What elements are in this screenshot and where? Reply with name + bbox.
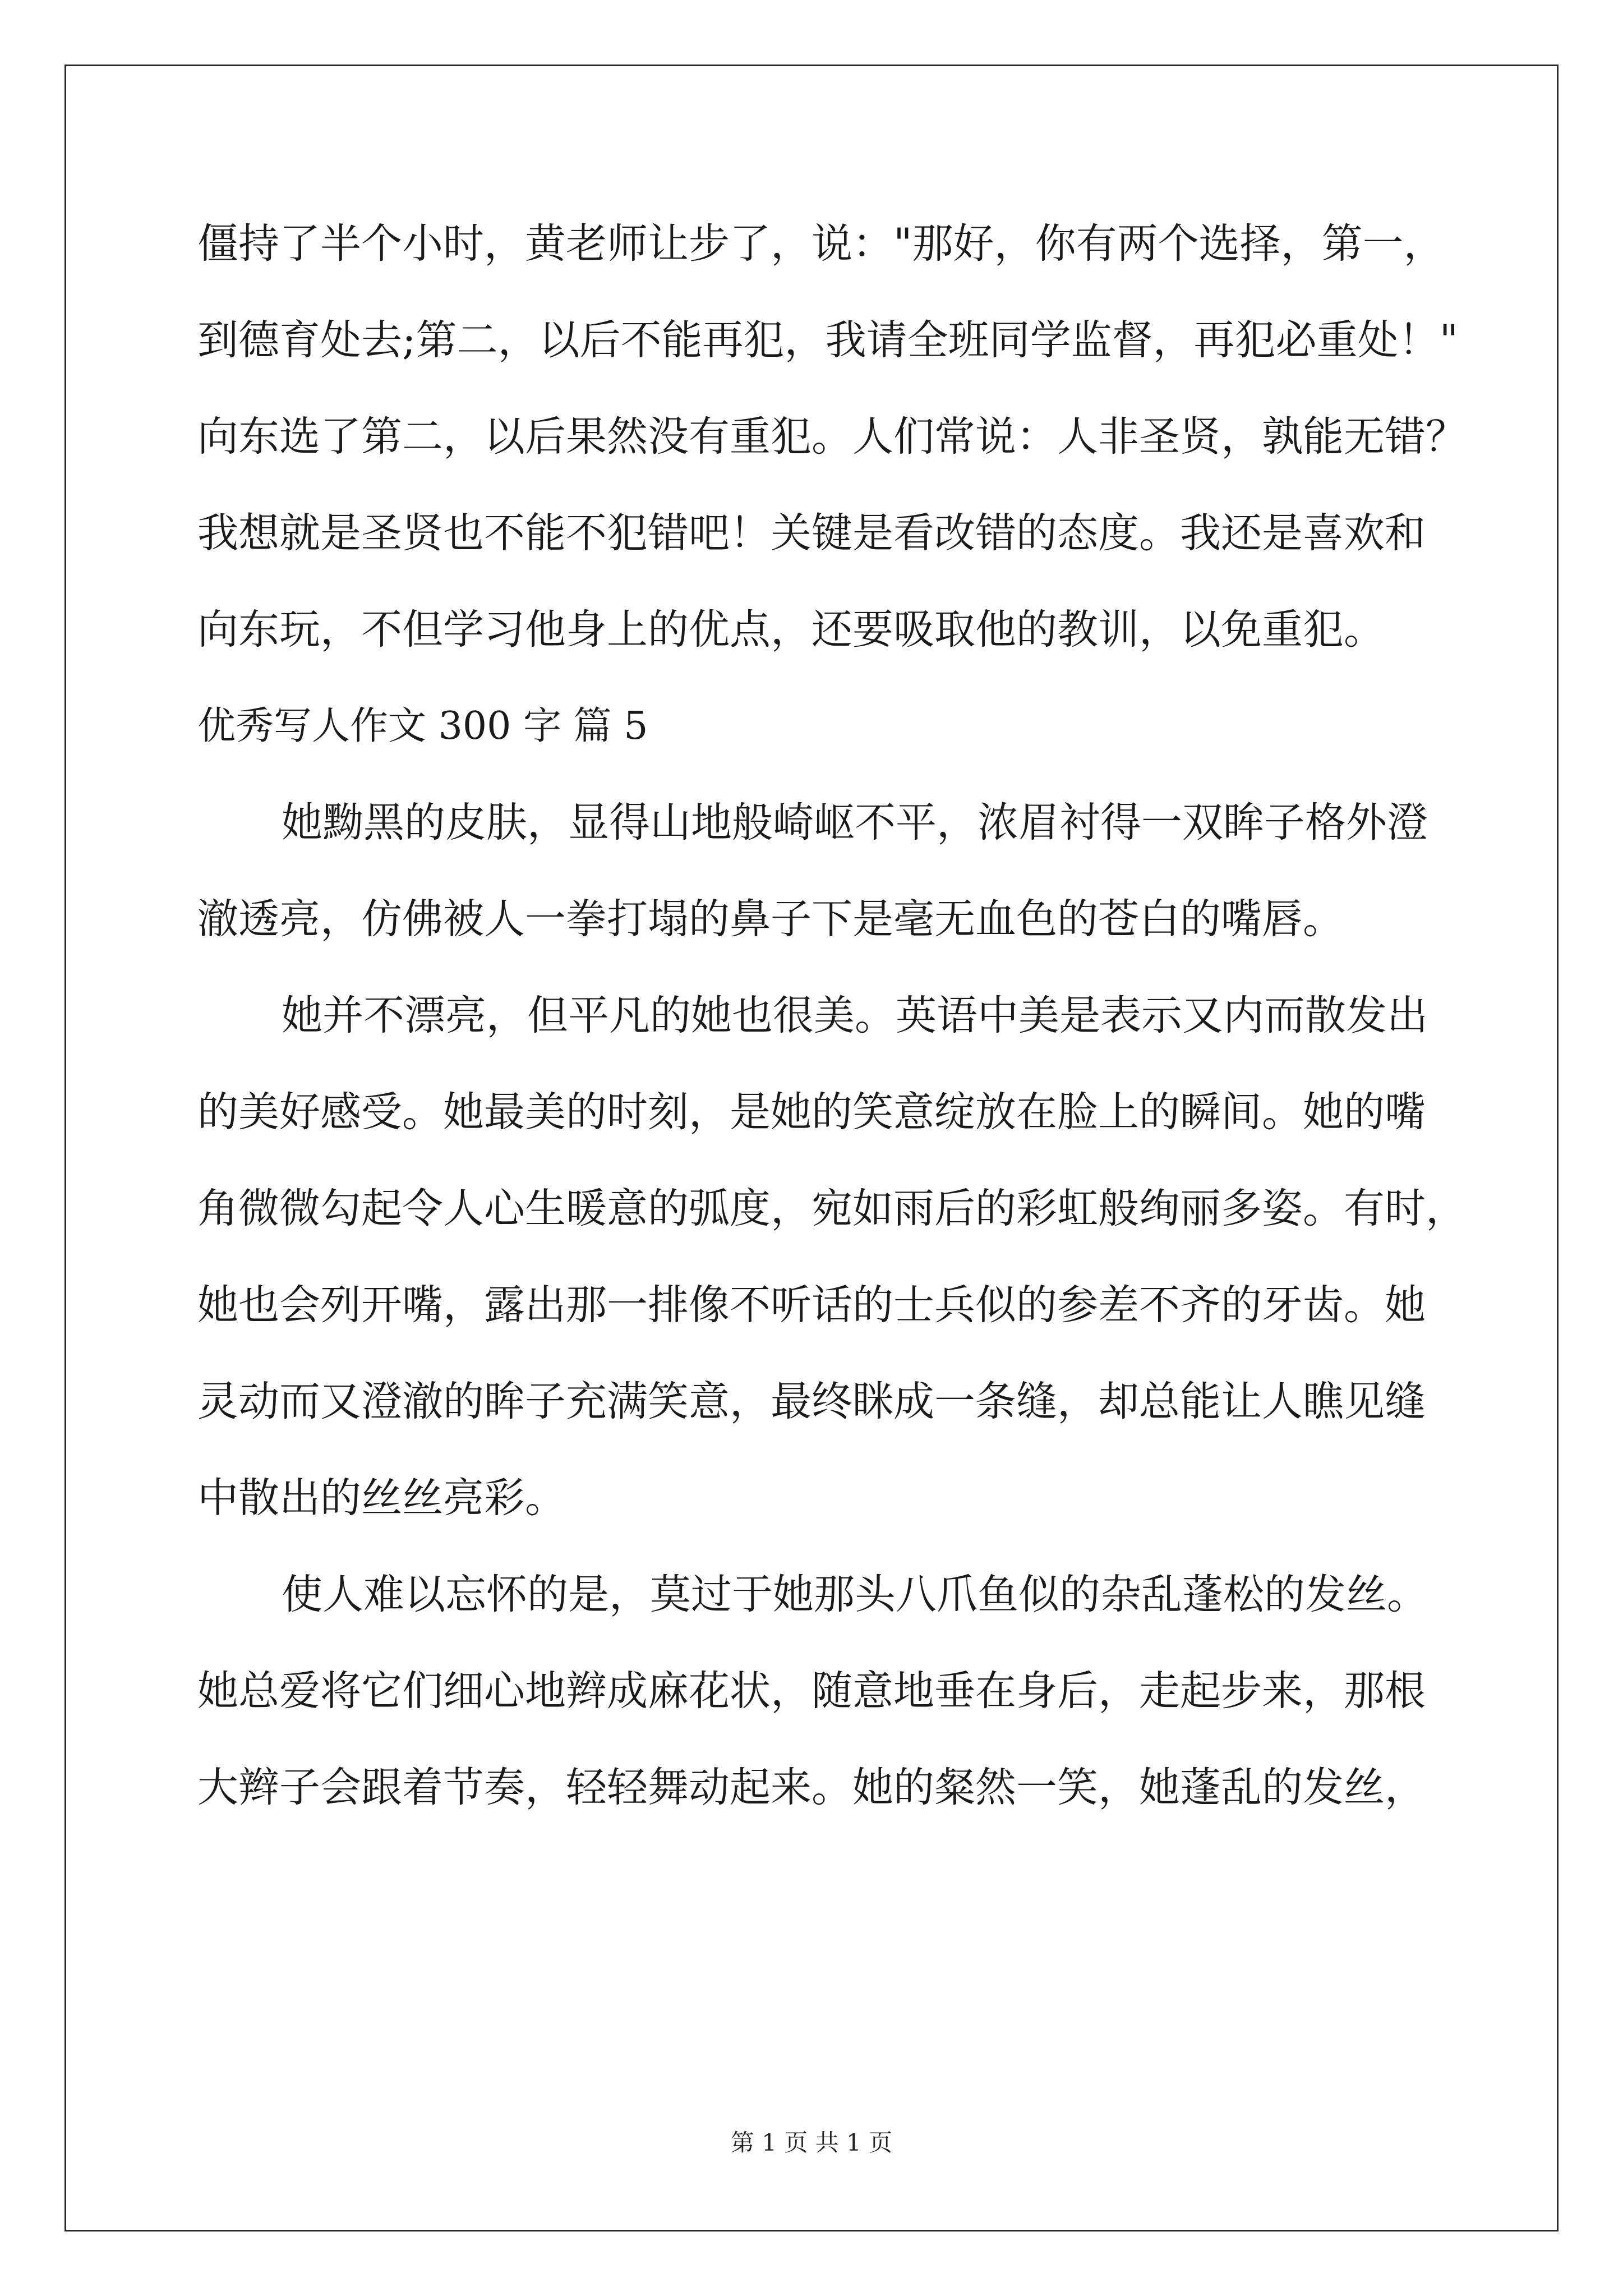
- text-line: 角微微勾起令人心生暖意的弧度，宛如雨后的彩虹般绚丽多姿。有时，: [197, 1185, 1467, 1232]
- text-line: 使人难以忘怀的是，莫过于她那头八爪鱼似的杂乱蓬松的发丝。: [282, 1571, 1428, 1618]
- text-line: 灵动而又澄澈的眸子充满笑意，最终眯成一条缝，却总能让人瞧见缝: [197, 1378, 1426, 1425]
- page-number-footer: 第 1 页 共 1 页: [730, 2129, 893, 2156]
- text-line: 僵持了半个小时，黄老师让步了，说："那好，你有两个选择，第一，: [197, 220, 1445, 268]
- text-line: 向东玩，不但学习他身上的优点，还要吸取他的教训，以免重犯。: [197, 606, 1385, 654]
- text-line: 澈透亮，仿佛被人一拳打塌的鼻子下是毫无血色的苍白的嘴唇。: [197, 895, 1344, 943]
- page-border: [64, 65, 1559, 2231]
- text-line: 中散出的丝丝亮彩。: [197, 1474, 566, 1522]
- text-line: 我想就是圣贤也不能不犯错吧！关键是看改错的态度。我还是喜欢和: [197, 509, 1426, 557]
- text-line: 她也会列开嘴，露出那一排像不听话的士兵似的参差不齐的牙齿。她: [197, 1281, 1426, 1329]
- text-line: 的美好感受。她最美的时刻，是她的笑意绽放在脸上的瞬间。她的嘴: [197, 1088, 1426, 1136]
- text-line: 她黝黑的皮肤，显得山地般崎岖不平，浓眉衬得一双眸子格外澄: [282, 799, 1428, 846]
- text-line: 她总爱将它们细心地辫成麻花状，随意地垂在身后，走起步来，那根: [197, 1667, 1426, 1715]
- text-line: 她并不漂亮，但平凡的她也很美。英语中美是表示又内而散发出: [282, 992, 1428, 1039]
- text-line: 大辫子会跟着节奏，轻轻舞动起来。她的粲然一笑，她蓬乱的发丝，: [197, 1764, 1426, 1811]
- section-heading: 优秀写人作文 300 字 篇 5: [197, 704, 648, 748]
- text-line: 到德育处去;第二，以后不能再犯，我请全班同学监督，再犯必重处！": [197, 316, 1459, 364]
- text-line: 向东选了第二，以后果然没有重犯。人们常说：人非圣贤，孰能无错？: [197, 413, 1467, 461]
